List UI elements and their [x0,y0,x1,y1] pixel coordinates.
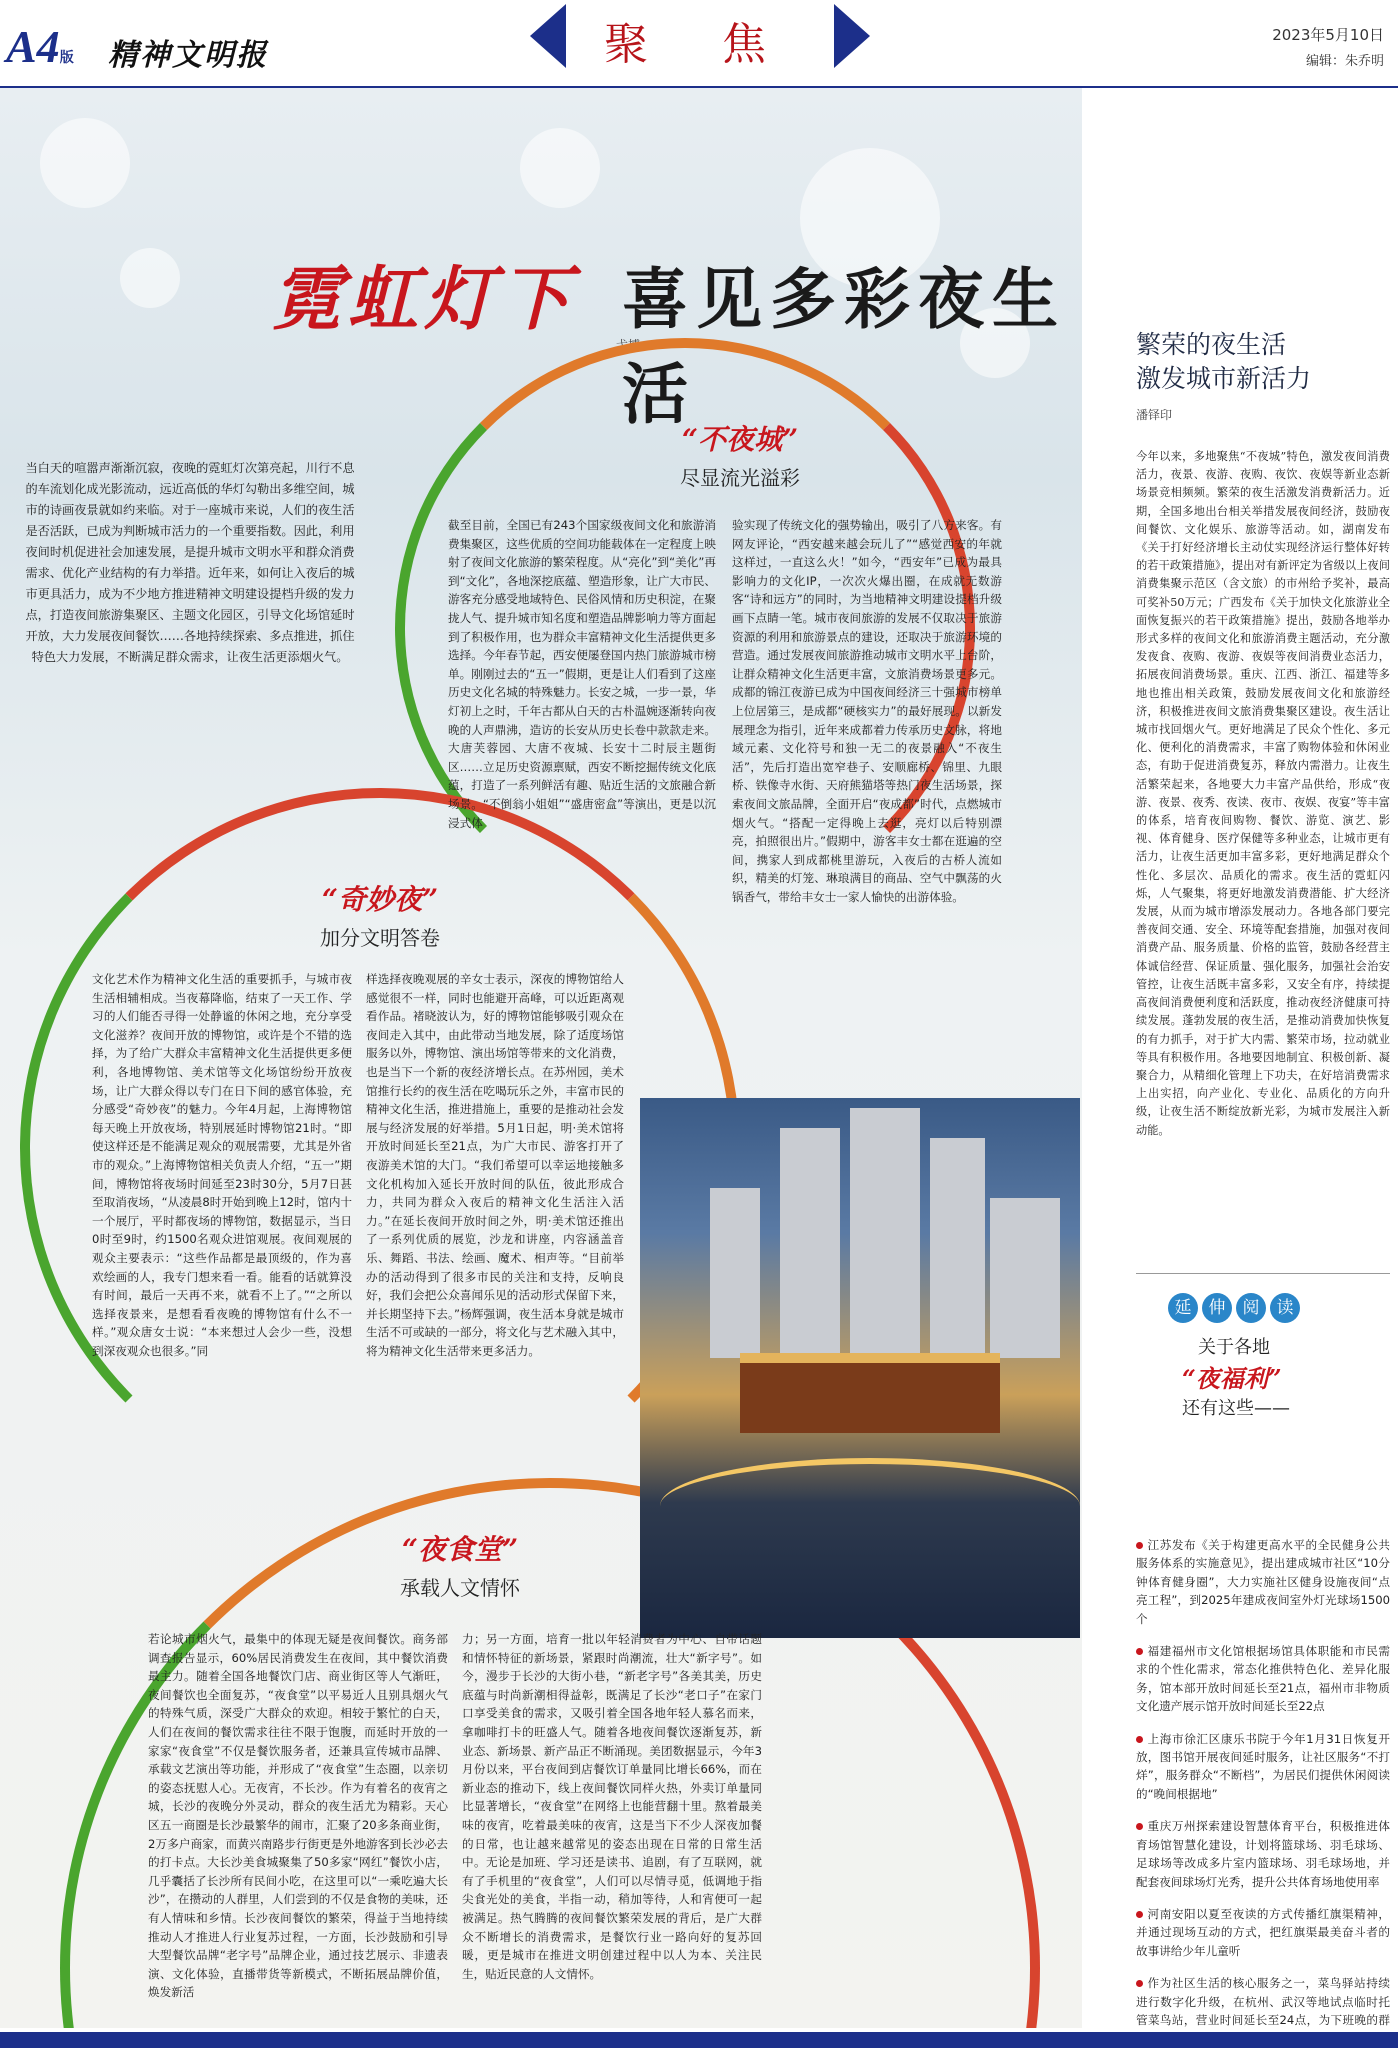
left-arrow-icon [530,4,566,68]
night-city-photo [640,1098,1080,1638]
list-item: 重庆万州探索建设智慧体育平台，积极推进体育场馆智慧化建设，计划将篮球场、羽毛球场、足球场等改成多片室内篮球场、羽毛球场地，并配套夜间球场灯光秀，提升公共体育场地使用率 [1136,1819,1390,1889]
section-1-quote: “不夜城” [681,423,799,456]
extended-reading-box [1138,1293,1398,1420]
main-article [0,88,1082,2028]
extended-line-3: 还有这些—— [1182,1398,1290,1419]
intro-paragraph: 当白天的喧嚣声渐渐沉寂，夜晚的霓虹灯次第亮起，川行不息的车流划化成光影流动，远近高低的华灯勾勒出多维空间，城市的诗画夜景就如约来临。对于一座城市来说，人们的夜生活是否活跃，已成为判断城市活力的一个重要指数。因此，利用夜间时机促进社会加速发展，是提升城市文明水平和群众消费需求、优化产业结构的有力举措。近年来，如何让入夜后的城市更具活力，成为不少地方推进精神文明建设提档升级的发力点，打造夜间旅游集聚区、主题文化园区，引导文化场馆延时开放，大力发展夜间餐饮……各地持续探索、多点推进，抓住特色大力发展，不断满足群众需求，让夜生活更添烟火气。 [25,461,355,664]
headline-red: 霓虹灯下 [272,257,576,340]
extended-line-1: 关于各地 [1198,1337,1270,1358]
footer-bar [0,2032,1398,2048]
section-1-col-2: 验实现了传统文化的强势输出，吸引了八方来客。有网友评论，“西安越来越会玩儿了”“感觉西安的年就这样过，一直这么火！”如今，“西安年”已成为最具影响力的文化IP，一次次火爆出圈，在成就无数游客“诗和远方”的同时，为当地精神文明建设提档升级画下点睛一笔。城市夜间旅游的发展不仅取决于旅游资源的利用和旅游景点的建设，还取决于旅游环境的营造。通过发展夜间旅游推动城市文明水平上台阶，让群众精神文化生活更丰富，文旅消费场景更多元。成都的锦江夜游已成为中国夜间经济三十强城市榜单上位居第三，是成都“硬核实力”的最好展现。以新发展理念为指引，近年来成都着力传承历史文脉，将地域元素、文化符号和独一无二的夜景融入“不夜生活”，先后打造出宽窄巷子、安顺廊桥、锦里、九眼桥、铁像寺水街、天府熊猫塔等热门夜生活场景，探索夜间文旅品牌，全面开启“夜成都”时代，点燃城市烟火气。“搭配一定得晚上去逛，亮灯以后特别漂亮，拍照很出片。”假期中，游客丰女士都在逛遍的空间，携家人到成都桃里游玩，入夜后的古桥人流如织，精美的灯笼、琳琅满目的商品、空气中飘荡的火锅香气，带给丰女士一家人愉快的出游体验。 [732,518,1002,904]
list-item: 上海市徐汇区康乐书院于今年1月31日恢复开放，图书馆开展夜间延时服务，让社区服务“不打烊”，服务群众“不断档”，为居民们提供休闲阅读的“晚间根据地” [1136,1731,1390,1801]
bullet-icon [1136,1736,1143,1743]
section-2-subtitle: 加分文明答卷 [320,926,440,950]
headline-black: 喜见多彩夜生活 [622,260,1066,433]
section-2-quote: “奇妙夜” [321,883,439,916]
extended-line-2: “夜福利” [1182,1364,1282,1393]
section-2-col-1: 文化艺术作为精神文化生活的重要抓手，与城市夜生活相辅相成。当夜幕降临，结束了一天工作、学习的人们能否寻得一处静谧的休闲之地，充分享受文化滋养？夜间开放的博物馆，或许是个不错的选择，为了给广大群众丰富精神文化生活提供更多便利，各地博物馆、美术馆等文化场馆纷纷开放夜场，让广大群众得以专门在日下间的感官体验，充分感受“奇妙夜”的魅力。今年4月起，上海博物馆每天晚上开放夜场，特别展延时博物馆21时。“即使这样还是不能满足观众的观展需要，尤其是外省市的观众。”上海博物馆相关负责人介绍，“五一”期间，博物馆将夜场时间延至23时30分，5月7日甚至取消夜场，“从凌晨8时开始到晚上12时，馆内十一个展厅，平时都夜场的博物馆，数据显示，当日0时至9时，约1500名观众进馆观展。夜间观展的观众主要表示：“这些作品都是最顶级的，作为喜欢绘画的人，我专门想来看一看。能看的话就算没有时间，最后一天再不来，就看不上了。”“之所以选择夜景来，是想看看夜晚的博物馆有什么不一样。”观众唐女士说：“本来想过人会少一些，没想到深夜观众也很多。”同 [92,972,352,1358]
list-item: 福建福州市文化馆根据场馆具体职能和市民需求的个性化需求，常态化推供特色化、差异化服务，馆本部开放时间延长至21点，福州市非物质文化遗产展示馆开放时间延长至22点 [1136,1644,1390,1714]
extended-reading-tag: 延 伸 阅 读 [1168,1293,1304,1323]
list-item: 作为社区生活的核心服务之一，菜鸟驿站持续进行数字化升级，在杭州、武汉等地试点临时托管菜鸟站，营业时间延长至24点，为下班晚的群 [1136,1976,1390,2027]
sidebar-byline: 潘铎印 [1136,408,1173,422]
newspaper-name: 精神文明报 [108,38,268,73]
section-3-subtitle: 承载人文情怀 [400,1576,520,1600]
section-1-subtitle: 尽显流光溢彩 [680,466,800,490]
issue-date: 2023年5月10日 [1272,26,1384,44]
masthead [0,0,1398,88]
section-3-col-1: 若论城市烟火气，最集中的体现无疑是夜间餐饮。商务部调查报告显示，60%居民消费发生在夜间，其中餐饮消费最主力。随着全国各地餐饮门店、商业街区等人气渐旺，夜间餐饮也全面复苏，“夜食堂”以平易近人且别具烟火气的特殊气质，深受广大群众的欢迎。相较于繁忙的白天，人们在夜间的餐饮需求往往不限于饱腹，而延时开放的一家家“夜食堂”不仅是餐饮服务者，还兼具宣传城市品牌、承载文艺演出等功能，并形成了“夜食堂”生态圈，以亲切的姿态抚慰人心。无夜宵，不长沙。作为有着名的夜宵之城，长沙的夜晚分外灵动，群众的夜生活尤为精彩。天心区五一商圈是长沙最繁华的闹市，汇聚了20多条商业街，2万多户商家，而黄兴南路步行街更是外地游客到长沙必去的打卡点。大长沙美食城聚集了50多家“网红”餐饮小店，几乎囊括了长沙所有民间小吃，在这里可以“一乘吃遍大长沙”，在攒动的人群里，人们尝到的不仅是食物的美味，还有人情味和乡情。长沙夜间餐饮的繁荣，得益于当地持续推动人才推进人行业复苏过程，一方面，长沙鼓励和引导大型餐饮品牌“老字号”品牌企业，通过技艺展示、非遗表演、文化体验，直播带货等新模式，不断拓展品牌价值，焕发新活 [148,1632,448,2000]
bullet-icon [1136,1542,1143,1549]
sidebar-headline: 繁荣的夜生活 激发城市新活力 [1136,330,1312,393]
sidebar-commentary [1108,88,1398,2048]
bullet-icon [1136,1911,1143,1918]
bullet-icon [1136,1648,1143,1655]
list-item: 江苏发布《关于构建更高水平的全民健身公共服务体系的实施意见》，提出建成城市社区“10分钟体育健身圈”，大力实施社区健身设施夜间“点亮工程”，到2025年建成夜间室外灯光球场1500个 [1136,1538,1390,1626]
bullet-icon [1136,1980,1143,1987]
section-2-col-2: 样选择夜晚观展的辛女士表示，深夜的博物馆给人感觉很不一样，同时也能避开高峰，可以近距离观看作品。褚晓波认为，好的博物馆能够吸引观众在夜间走入其中，由此带动当地发展，除了适度场馆服务以外，博物馆、演出场馆等带来的文化消费，也是当下一个新的夜经济增长点。在苏州园，美术馆推行长约的夜生活在吃喝玩乐之外，丰富市民的精神文化生活，推进措施上，重要的是推动社会发展与经济发展的好举措。5月1日起，明·美术馆将开放时间延长至21点，为广大市民、游客打开了夜游美术馆的大门。“我们希望可以幸运地接触多文化机构加入延长开放时间的队伍，彼此形成合力，共同为群众入夜后的精神文化生活注入活力。”在延长夜间开放时间之外，明·美术馆还推出了一系列优质的展览，沙龙和讲座，内容涵盖音乐、舞蹈、书法、绘画、魔术、相声等。“目前举办的活动得到了很多市民的关注和支持，反响良好，我们会把公众喜闻乐见的活动形式保留下来，并长期坚持下去。”杨辉强调，夜生活本身就是城市生活不可或缺的一部分，将文化与艺术融入其中，将为精神文化生活带来更多活力。 [366,972,624,1358]
section-title: 聚 焦 [604,19,796,70]
section-2-heading [260,878,500,951]
bullet-icon [1136,1823,1143,1830]
page-number: A4版 [6,21,74,72]
section-1-col-1: 截至目前，全国已有243个国家级夜间文化和旅游消费集聚区，这些优质的空间功能载体在一定程度上映射了夜间文化旅游的繁荣程度。从“亮化”到“美化”再到“文化”，各地深挖底蕴、塑造形象，让广大市民、游客充分感受地域特色、民俗风情和历史积淀，在聚拢人气、提升城市知名度和塑造品牌影响力等方面起到了积极作用，也为群众丰富精神文化生活提供更多选择。今年春节起，西安便屡登国内热门旅游城市榜单。刚刚过去的“五一”假期，更是让人们看到了这座历史文化名城的特殊魅力。长安之城，一步一景，华灯初上之时，千年古都从白天的古朴温婉逐渐转向夜晚的人声鼎沸，造访的长安从历史长卷中款款走来。大唐芙蓉园、大唐不夜城、长安十二时辰主题街区……立足历史资源禀赋，西安不断挖掘传统文化底蕴，打造了一系列鲜活有趣、贴近生活的文旅融合新场景。“不倒翁小姐姐”“盛唐密盒”等演出，更是以沉浸式体 [448,518,716,830]
list-item: 河南安阳以夏至夜读的方式传播红旗渠精神，并通过现场互动的方式，把红旗渠最美奋斗者的故事讲给少年儿童听 [1136,1906,1390,1958]
section-3-col-2: 力；另一方面，培育一批以年轻消费者为中心、自带话题和情怀特征的新场景，紧跟时尚潮流，壮大“新字号”。如今，漫步于长沙的大街小巷，“新老字号”各美其美，历史底蕴与时尚新潮相得益彰，既满足了长沙“老口子”在家门口享受美食的需求，又吸引着全国各地年轻人慕名而来，拿咖啡打卡的旺盛人气。随着各地夜间餐饮逐渐复苏，新业态、新场景、新产品正不断涌现。美团数据显示，今年3月份以来，平台夜间到店餐饮订单量同比增长66%，而在新业态的推动下，线上夜间餐饮同样火热，外卖订单量同比显著增长，“夜食堂”在网络上也能营翻十里。熬着最美味的夜宵，吃着最美味的夜宵，这是当下不少人深夜加餐的日常，也让越来越常见的姿态出现在日常的日常生活中。无论是加班、学习还是读书、追剧，有了互联网，就有了手机里的“夜食堂”，人们可以尽情寻觅，低调地于指尖食光处的美食，半指一动，稍加等待，人和宵便可一起被满足。热气腾腾的夜间餐饮繁荣发展的背后，是广大群众不断增长的消费需求，是餐饮行业一路向好的复苏回暖，更是城市在推进文明创建过程中以人为本、关注民生，贴近民意的人文情怀。 [462,1632,762,1981]
section-3-heading [320,1528,600,1601]
extended-items [1136,1536,1390,2062]
section-1-heading [620,418,860,491]
divider [1136,1273,1390,1274]
article-byline: 弋搏 [616,338,641,352]
right-arrow-icon [834,4,870,68]
editor-credit: 编辑：朱乔明 [1305,54,1384,69]
section-3-quote: “夜食堂” [401,1533,519,1566]
sidebar-body: 今年以来，多地聚焦“不夜城”特色，激发夜间消费活力，夜景、夜游、夜购、夜饮、夜娱等新业态新场景竞相频频。繁荣的夜生活激发消费新活力。近期，全国多地出台相关举措发展夜间经济，鼓励夜间餐饮、文化娱乐、旅游等活动。如，湖南发布《关于打好经济增长主动仗实现经济运行整体好转的若干政策措施》，提出对有新评定为省级以上夜间消费集聚示范区（含文旅）的市州给予奖补，最高可奖补50万元；广西发布《关于加快文化旅游业全面恢复振兴的若干政策措施》提出，鼓励各地举办形式多样的夜间文化和旅游消费主题活动，充分激发夜食、夜购、夜游、夜娱等夜间消费业态活力，拓展夜间消费场景。重庆、江西、浙江、福建等多地也推出相关政策，鼓励发展夜间文化和旅游经济，积极推进夜间文旅消费集聚区建设。夜生活让城市找回烟火气。更好地满足了民众个性化、多元化、便利化的消费需求，丰富了购物体验和休闲业态，有助于促进消费复苏，释放内需潜力。让夜生活繁荣起来，各地要大力丰富产品供给，形成“夜游、夜景、夜秀、夜读、夜市、夜娱、夜宴”等丰富的体系，培育夜间购物、餐饮、游览、演艺、影视、体育健身、医疗保健等多种业态，让城市更有活力，让夜生活更加丰富多彩，更好地满足群众个性化、多层次、品质化的需求。夜生活的霓虹闪烁，人气聚集，将更好地激发消费潜能、扩大经济发展，从而为城市增添发展动力。各地各部门要完善夜间交通、安全、环境等配套措施，加强对夜间消费产品、服务质量、价格的监管，鼓励各经营主体诚信经营、保证质量、强化服务，加强社会治安管控，让夜生活既丰富多彩，又安全有序，持续提高夜间消费便利度和活跃度，推动夜经济健康可持续发展。蓬勃发展的夜生活，是推动消费加快恢复的有力抓手，对于扩大内需、繁荣市场，拉动就业等具有积极作用。各地要因地制宜、积极创新、凝聚合力，从精细化管理上下功夫，在好培消费需求上出实招，向产业化、专业化、品质化的方向升级，让夜生活不断绽放新光彩，为城市发展注入新动能。 [1136,450,1390,1137]
